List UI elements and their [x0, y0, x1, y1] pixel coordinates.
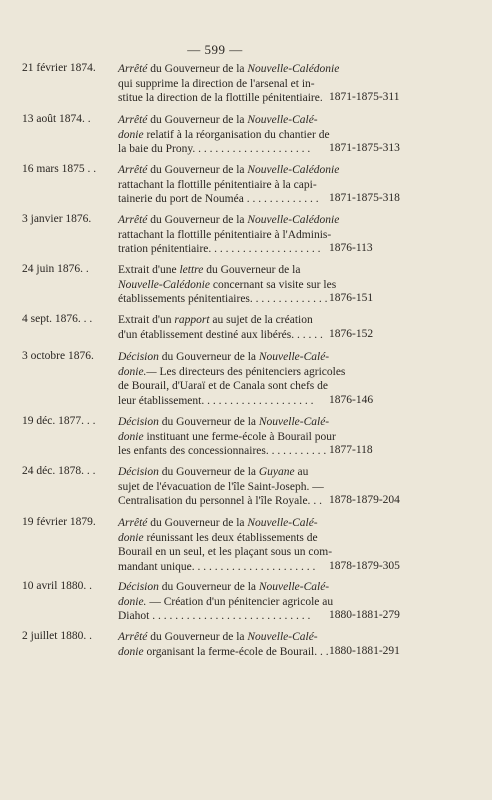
- entry-row: [0, 630, 492, 663]
- description-line: donie réunissant les deux établissements de: [118, 531, 318, 544]
- description-line: qui supprime la direction de l'arsenal et in-: [118, 77, 315, 90]
- description-line: Décision du Gouverneur de la Nouvelle-Calé-: [118, 351, 330, 363]
- entry-description: [118, 465, 326, 509]
- description-line: de Bourail, d'Uaraï et de Canala sont chefs de: [118, 380, 329, 392]
- entry-description: [118, 350, 346, 408]
- description-line: Décision du Gouverneur de la Guyane au: [118, 466, 309, 478]
- description-line: d'un établissement destiné aux libérés. . . . . .: [118, 328, 323, 341]
- entry-reference: 1876-113: [329, 242, 373, 254]
- description-line: stitue la direction de la flottille pénitentiaire.: [118, 92, 323, 104]
- entry-date: 19 déc. 1877. . .: [22, 415, 96, 427]
- entry-row: [0, 516, 492, 578]
- entry-reference: 1880-1881-279: [329, 609, 400, 621]
- entry-reference: 1878-1879-305: [329, 559, 400, 572]
- description-line: établissements pénitentiaires. . . . . . . . . . . . . .: [118, 293, 328, 305]
- description-line: Diahot . . . . . . . . . . . . . . . . . . . . . . . . . . . .: [118, 610, 311, 622]
- entry-reference: 1871-1875-311: [329, 91, 400, 103]
- description-line: mandant unique. . . . . . . . . . . . . . . . . . . . . .: [118, 560, 316, 573]
- description-line: tration pénitentiaire. . . . . . . . . . . . . . . . . . . .: [118, 243, 321, 255]
- entry-date: 24 déc. 1878. . .: [22, 465, 96, 477]
- description-line: donie instituant une ferme-école à Bourail pour: [118, 430, 336, 443]
- entry-date: 19 février 1879.: [22, 516, 96, 528]
- description-line: Décision du Gouverneur de la Nouvelle-Calé-: [118, 416, 330, 428]
- description-line: sujet de l'évacuation de l'île Saint-Joseph. —: [118, 480, 324, 493]
- entry-row: [0, 163, 492, 211]
- entry-date: 2 juillet 1880. .: [22, 630, 92, 642]
- entry-reference: 1878-1879-204: [329, 494, 400, 506]
- entry-reference: 1876-151: [329, 292, 374, 304]
- description-line: leur établissement. . . . . . . . . . . . . . . . . . . .: [118, 394, 314, 407]
- entry-reference: 1871-1875-313: [329, 142, 400, 154]
- description-line: Arrêté du Gouverneur de la Nouvelle-Calédonie: [118, 164, 340, 176]
- entry-description: [118, 263, 337, 307]
- description-line: donie relatif à la réorganisation du chantier de: [118, 128, 330, 141]
- page-number: — 599 —: [187, 42, 243, 57]
- description-line: rattachant la flottille pénitentiaire à la capi-: [118, 178, 317, 191]
- entry-row: [0, 313, 492, 346]
- entry-row: [0, 415, 492, 463]
- entry-reference: 1876-152: [329, 327, 374, 340]
- entry-description: [118, 580, 334, 624]
- entry-row: [0, 580, 492, 628]
- entry-row: [0, 465, 492, 513]
- description-line: Arrêté du Gouverneur de la Nouvelle-Calé-: [118, 631, 318, 643]
- entry-row: [0, 263, 492, 311]
- entry-date: 24 juin 1876. .: [22, 263, 89, 275]
- entry-date: 3 octobre 1876.: [22, 350, 94, 362]
- entry-row: [0, 213, 492, 261]
- entry-date: 4 sept. 1876. . .: [22, 313, 93, 325]
- description-line: Nouvelle-Calédonie concernant sa visite sur les: [118, 278, 337, 291]
- description-line: Extrait d'une lettre du Gouverneur de la: [118, 264, 301, 276]
- description-line: Arrêté du Gouverneur de la Nouvelle-Calédonie: [118, 63, 340, 75]
- entry-row: [0, 62, 492, 110]
- entry-description: [118, 113, 330, 157]
- description-line: les enfants des concessionnaires. . . . . . . . . . .: [118, 445, 327, 457]
- entry-description: [118, 62, 340, 106]
- entry-date: 3 janvier 1876.: [22, 213, 92, 225]
- entry-row: [0, 350, 492, 412]
- entry-description: [118, 213, 340, 257]
- entry-description: [118, 415, 336, 459]
- entry-description: [118, 163, 340, 207]
- entry-date: 16 mars 1875 . .: [22, 163, 97, 175]
- entry-reference: 1880-1881-291: [329, 644, 400, 657]
- description-line: Bourail en un seul, et les plaçant sous un com-: [118, 546, 333, 558]
- entry-reference: 1876-146: [329, 393, 374, 406]
- entry-reference: 1877-118: [329, 444, 373, 456]
- entry-date: 10 avril 1880. .: [22, 580, 92, 592]
- entry-date: 13 août 1874. .: [22, 113, 91, 125]
- description-line: Arrêté du Gouverneur de la Nouvelle-Calé-: [118, 114, 318, 126]
- description-line: Décision du Gouverneur de la Nouvelle-Calé-: [118, 581, 330, 593]
- entry-description: [118, 516, 333, 574]
- entry-date: 21 février 1874.: [22, 62, 96, 74]
- description-line: Arrêté du Gouverneur de la Nouvelle-Calédonie: [118, 214, 340, 226]
- entry-reference: 1871-1875-318: [329, 192, 400, 204]
- description-line: Extrait d'un rapport au sujet de la création: [118, 314, 313, 326]
- description-line: la baie du Prony. . . . . . . . . . . . . . . . . . . . .: [118, 143, 311, 155]
- description-line: Centralisation du personnel à l'île Royale. . .: [118, 495, 322, 507]
- description-line: tainerie du port de Nouméa . . . . . . . . . . . . .: [118, 193, 319, 205]
- entry-description: [118, 313, 326, 342]
- description-line: donie organisant la ferme-école de Bourail. . .: [118, 645, 329, 658]
- description-line: donie.— Les directeurs des pénitenciers agricoles: [118, 365, 346, 378]
- entry-row: [0, 113, 492, 161]
- description-line: rattachant la flottille pénitentiaire à l'Adminis-: [118, 228, 332, 241]
- description-line: donie. — Création d'un pénitencier agricole au: [118, 595, 334, 608]
- description-line: Arrêté du Gouverneur de la Nouvelle-Calé-: [118, 517, 318, 529]
- entry-description: [118, 630, 329, 659]
